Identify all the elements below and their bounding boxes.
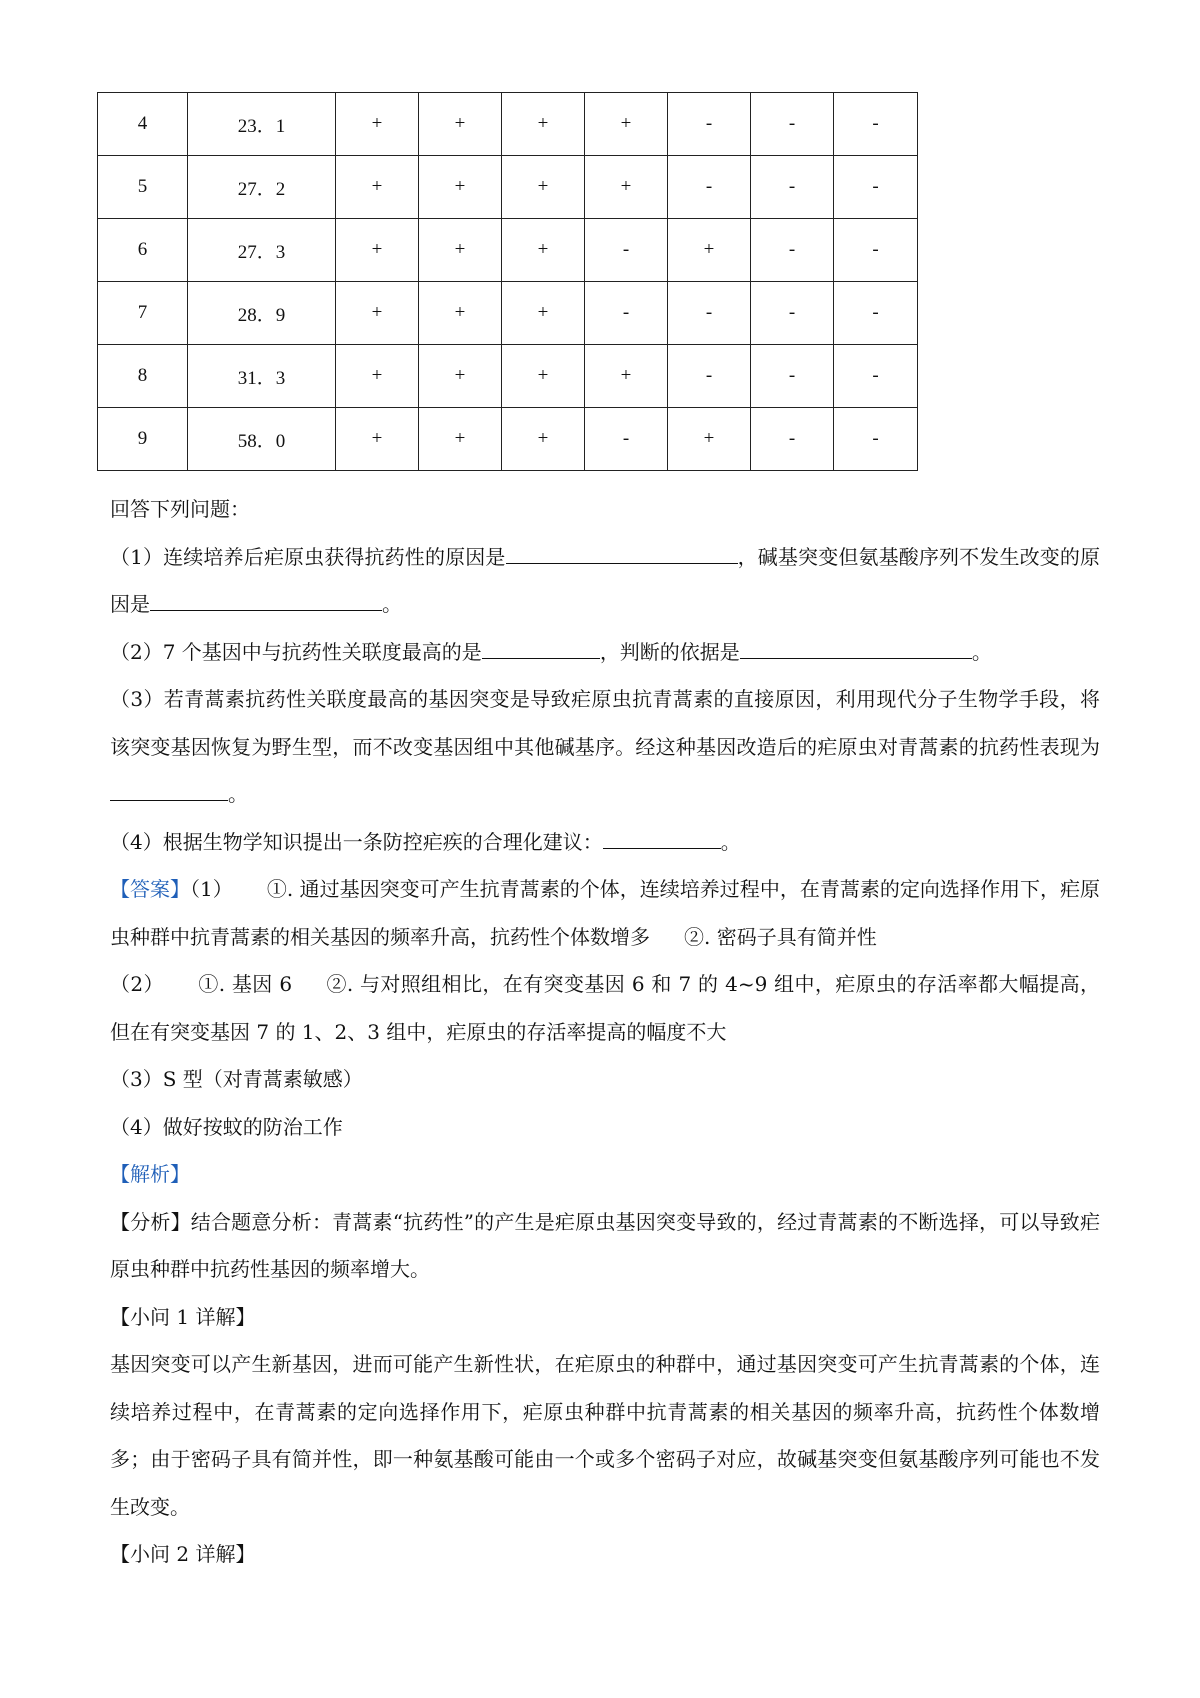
gene-mutation-cell: - <box>668 93 751 156</box>
gene-mutation-cell: - <box>585 219 668 282</box>
answer-blank[interactable] <box>150 590 382 611</box>
gene-mutation-cell: + <box>336 408 419 471</box>
question-3-end: 。 <box>228 782 248 806</box>
gene-mutation-cell: + <box>502 345 585 408</box>
gene-mutation-cell: - <box>585 408 668 471</box>
gene-mutation-cell: - <box>585 282 668 345</box>
gene-mutation-cell: + <box>336 219 419 282</box>
gene-mutation-cell: - <box>834 408 918 471</box>
gene-mutation-cell: + <box>336 93 419 156</box>
sub-question-1-explanation: 基因突变可以产生新基因，进而可能产生新性状，在疟原虫的种群中，通过基因突变可产生抗青蒿素的个体，连续培养过程中，在青蒿素的定向选择作用下，疟原虫种群中抗青蒿素的相关基因的频率升高，抗药性个体数增多；由于密码子具有简并性，即一种氨基酸可能由一个或多个密码子对应，故碱基突变但氨基酸序列可能也不发生改变。 <box>110 1352 1100 1519</box>
question-4-end: 。 <box>720 829 741 854</box>
table-row <box>98 93 918 156</box>
gene-mutation-cell: + <box>585 345 668 408</box>
question-2-text-b: ，判断的依据是 <box>599 639 740 664</box>
gene-mutation-cell: - <box>751 345 834 408</box>
gene-mutation-cell: + <box>585 93 668 156</box>
table-row <box>98 408 918 471</box>
gene-mutation-cell: + <box>502 282 585 345</box>
answer-blank[interactable] <box>740 638 972 659</box>
survival-rate-cell: 58．0 <box>188 408 336 471</box>
answer-1-part-2: ②. 密码子具有简并性 <box>684 924 877 949</box>
gene-mutation-cell: + <box>419 219 502 282</box>
question-4-text: （4）根据生物学知识提出一条防控疟疾的合理化建议： <box>110 829 603 854</box>
analysis-summary: 【分析】结合题意分析：青蒿素“抗药性”的产生是疟原虫基因突变导致的，经过青蒿素的不断选择，可以导致疟原虫种群中抗药性基因的频率增大。 <box>110 1209 1100 1281</box>
survival-rate-cell: 23．1 <box>188 93 336 156</box>
gene-mutation-cell: - <box>668 345 751 408</box>
answer-1-part-1: ①. 通过基因突变可产生抗青蒿素的个体，连续培养过程中，在青蒿素的定向选择作用下，疟原虫种群中抗青蒿素的相关基因的频率升高，抗药性个体数增多 <box>110 877 1100 949</box>
survival-rate-cell: 31．3 <box>188 345 336 408</box>
gene-mutation-cell: + <box>336 282 419 345</box>
gene-mutation-cell: + <box>668 408 751 471</box>
gene-mutation-cell: + <box>502 156 585 219</box>
answer-2 <box>110 961 1100 1056</box>
question-2 <box>110 629 1100 677</box>
table-row <box>98 345 918 408</box>
gene-mutation-cell: - <box>834 282 918 345</box>
question-3-text: （3）若青蒿素抗药性关联度最高的基因突变是导致疟原虫抗青蒿素的直接原因，利用现代分子生物学手段，将该突变基因恢复为野生型，而不改变基因组中其他碱基序。经这种基因改造后的疟原虫对青蒿素的抗药性表现为 <box>110 687 1100 759</box>
table-row <box>98 156 918 219</box>
survival-rate-cell: 27．3 <box>188 219 336 282</box>
question-3 <box>110 676 1100 819</box>
question-4 <box>110 819 1100 867</box>
question-content <box>110 486 1100 1579</box>
gene-mutation-cell: + <box>419 93 502 156</box>
answer-1-number: （1） <box>190 877 233 901</box>
gene-mutation-cell: - <box>751 156 834 219</box>
answer-label: 【答案】 <box>110 877 191 901</box>
answer-blank[interactable] <box>482 638 600 659</box>
gene-mutation-cell: + <box>419 156 502 219</box>
gene-mutation-cell: + <box>336 345 419 408</box>
gene-mutation-cell: - <box>668 282 751 345</box>
gene-mutation-cell: - <box>668 156 751 219</box>
survival-rate-cell: 28．9 <box>188 282 336 345</box>
gene-mutation-cell: + <box>585 156 668 219</box>
question-1 <box>110 534 1100 629</box>
question-2-text-a: （2）7 个基因中与抗药性关联度最高的是 <box>110 639 482 664</box>
group-number-cell: 7 <box>98 282 188 345</box>
gene-mutation-cell: + <box>502 219 585 282</box>
answer-blank[interactable] <box>603 828 721 849</box>
analysis-label: 【解析】 <box>110 1162 190 1186</box>
answer-2-part-2: ②. 与对照组相比，在有突变基因 6 和 7 的 4~9 组中，疟原虫的存活率都大幅提高，但在有突变基因 7 的 1、2、3 组中，疟原虫的存活率提高的幅度不大 <box>110 972 1101 1044</box>
gene-mutation-cell: + <box>419 345 502 408</box>
sub-question-2-title: 【小问 2 详解】 <box>110 1542 256 1566</box>
answer-blank[interactable] <box>110 780 228 801</box>
question-2-end: 。 <box>971 639 992 664</box>
table-body <box>98 93 918 471</box>
group-number-cell: 5 <box>98 156 188 219</box>
table-row <box>98 219 918 282</box>
question-1-text-b: ，碱基突变但氨基酸序列不发生改变 <box>737 544 1060 569</box>
gene-mutation-cell: - <box>834 156 918 219</box>
table-row <box>98 282 918 345</box>
gene-mutation-cell: - <box>834 345 918 408</box>
gene-mutation-table <box>97 92 918 471</box>
gene-mutation-cell: - <box>834 219 918 282</box>
gene-mutation-cell: + <box>668 219 751 282</box>
gene-mutation-cell: - <box>751 282 834 345</box>
gene-mutation-cell: + <box>502 408 585 471</box>
gene-mutation-cell: - <box>751 219 834 282</box>
group-number-cell: 8 <box>98 345 188 408</box>
group-number-cell: 4 <box>98 93 188 156</box>
question-1-text-a: （1）连续培养后疟原虫获得抗药性的原因是 <box>110 544 506 569</box>
gene-mutation-cell: + <box>419 408 502 471</box>
group-number-cell: 9 <box>98 408 188 471</box>
gene-mutation-cell: + <box>502 93 585 156</box>
gene-mutation-cell: + <box>336 156 419 219</box>
answer-4: （4）做好按蚊的防治工作 <box>110 1114 343 1139</box>
answer-1 <box>110 866 1100 961</box>
question-1-end: 。 <box>382 592 402 616</box>
survival-rate-cell: 27．2 <box>188 156 336 219</box>
group-number-cell: 6 <box>98 219 188 282</box>
gene-mutation-cell: - <box>751 408 834 471</box>
gene-mutation-cell: + <box>419 282 502 345</box>
answer-blank[interactable] <box>506 543 738 564</box>
sub-question-1-title: 【小问 1 详解】 <box>110 1304 256 1329</box>
answer-2-part-1: ①. 基因 6 <box>197 972 293 996</box>
answer-2-number: （2） <box>110 972 164 996</box>
question-intro: 回答下列问题： <box>110 497 250 521</box>
answer-3: （3）S 型（对青蒿素敏感） <box>110 1067 363 1091</box>
question-1-text-c: 的原因是 <box>110 544 1100 616</box>
gene-mutation-cell: - <box>751 93 834 156</box>
gene-mutation-cell: - <box>834 93 918 156</box>
